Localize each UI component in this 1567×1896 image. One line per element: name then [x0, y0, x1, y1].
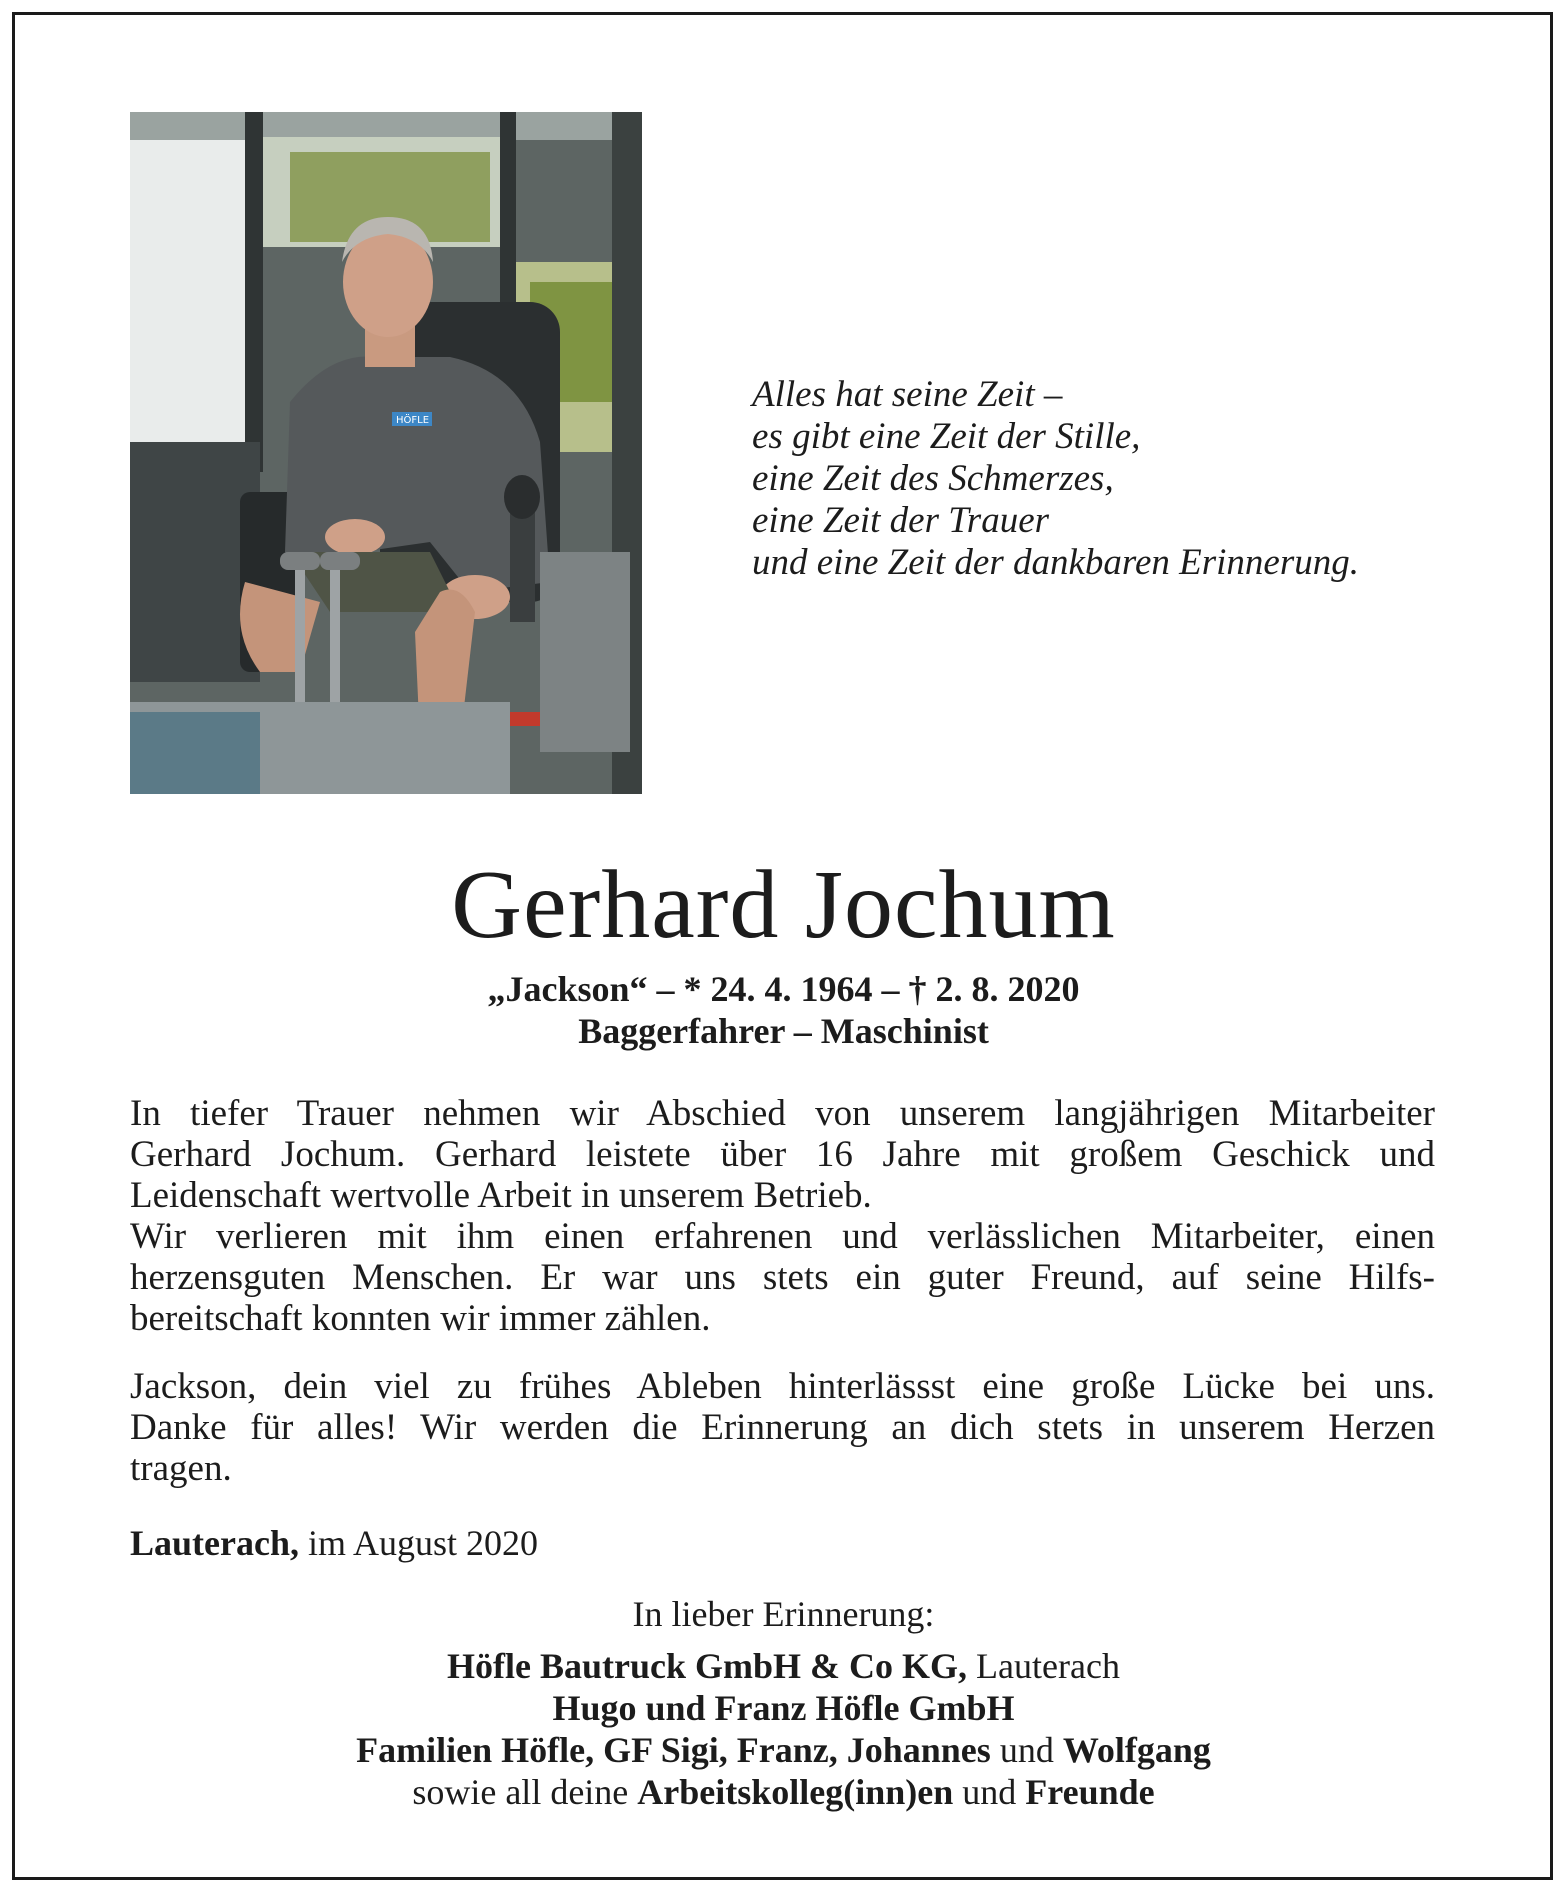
text-line: tragen. — [130, 1448, 232, 1489]
signature-prefix: sowie all deine — [412, 1772, 638, 1812]
portrait-photo — [130, 112, 642, 794]
poem-line: es gibt eine Zeit der Stille, — [752, 416, 1141, 457]
signature-intro: In lieber Erinnerung: — [632, 1594, 935, 1634]
text-line: In tiefer Trauer nehmen wir Abschied von unserem langjährigen Mitarbeiter — [130, 1093, 1435, 1134]
text-line: Danke für alles! Wir werden die Erinnerung an dich stets in unserem Herzen — [130, 1407, 1435, 1448]
place-city: Lauterach, — [130, 1523, 299, 1563]
condolence-paragraph-1 — [130, 1093, 1435, 1339]
place-date: im August 2020 — [298, 1523, 539, 1563]
condolence-paragraph-2 — [130, 1366, 1435, 1489]
life-dates: „Jackson“ – * 24. 4. 1964 – † 2. 8. 2020 — [487, 969, 1080, 1009]
signature-line-1 — [0, 1645, 1567, 1687]
conjunction: und — [953, 1772, 1026, 1812]
conjunction: und — [990, 1730, 1063, 1770]
poem-line: und eine Zeit der dankbaren Erinnerung. — [752, 542, 1359, 583]
signature-line-4 — [0, 1771, 1567, 1813]
text-line: Gerhard Jochum. Gerhard leistete über 16 Jahre mit großem Geschick und — [130, 1134, 1435, 1175]
text-line: Jackson, dein viel zu frühes Ableben hinterlässst eine große Lücke bei uns. — [130, 1366, 1435, 1407]
friends: Freunde — [1025, 1772, 1155, 1812]
text-line: herzensguten Menschen. Er war uns stets ein guter Freund, auf seine Hilfs- — [130, 1257, 1435, 1298]
memorial-poem — [752, 374, 1472, 584]
profession: Baggerfahrer – Maschinist — [578, 1011, 989, 1051]
family-names: Familien Höfle, GF Sigi, Franz, Johannes — [356, 1730, 991, 1770]
jacket-logo-text: HÖFLE — [396, 415, 430, 426]
company-name-2: Hugo und Franz Höfle GmbH — [552, 1688, 1015, 1728]
company-name: Höfle Bautruck GmbH & Co KG, — [447, 1646, 968, 1686]
poem-line: Alles hat seine Zeit – — [752, 374, 1063, 415]
text-line: bereitschaft konnten wir immer zählen. — [130, 1298, 711, 1339]
portrait-photo-illustration — [130, 112, 642, 794]
signature-line-2 — [0, 1687, 1567, 1729]
deceased-name: Gerhard Jochum — [451, 851, 1116, 959]
poem-line: eine Zeit des Schmerzes, — [752, 458, 1114, 499]
place-and-date — [130, 1522, 538, 1564]
family-name-last: Wolfgang — [1062, 1730, 1211, 1770]
company-location: Lauterach — [967, 1646, 1120, 1686]
signature-line-3 — [0, 1729, 1567, 1771]
text-line: Wir verlieren mit ihm einen erfahrenen und verlässlichen Mitarbeiter, einen — [130, 1216, 1435, 1257]
text-line: Leidenschaft wertvolle Arbeit in unserem Betrieb. — [130, 1175, 872, 1216]
colleagues: Arbeitskolleg(inn)en — [637, 1772, 954, 1812]
poem-line: eine Zeit der Trauer — [752, 500, 1050, 541]
